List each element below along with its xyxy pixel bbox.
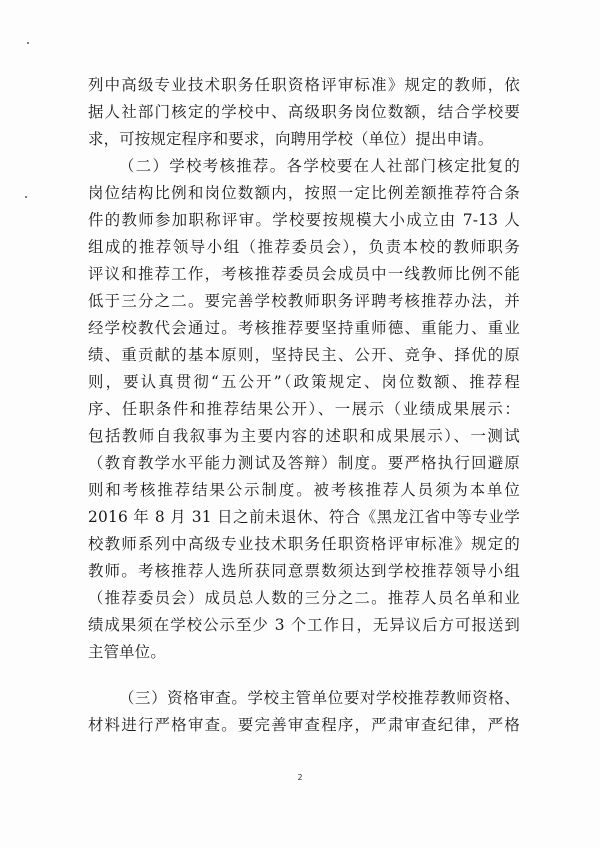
text-line: 则，要认真贯彻“五公开”（政策规定、岗位数额、推荐程 (88, 373, 520, 391)
text-line: 材料进行严格审查。要完善审查程序，严肃审查纪律，严格 (88, 716, 520, 734)
scan-speck (25, 196, 27, 198)
text-line: 序、任职条件和推荐结果公开）、一展示（业绩成果展示： (88, 400, 520, 418)
text-line: 评议和推荐工作，考核推荐委员会成员中一线教师比例不能 (88, 265, 520, 283)
text-line: 岗位结构比例和岗位数额内，按照一定比例差额推荐符合条 (88, 184, 520, 202)
paragraph-heading-line: （二）学校考核推荐。各学校要在人社部门核定批复的 (119, 157, 520, 175)
scan-speck (27, 42, 29, 44)
text-line: 件的教师参加职称评审。学校要按规模大小成立由 7-13 人 (88, 211, 520, 229)
text-line: 主管单位。 (88, 643, 166, 661)
text-line: 据人社部门核定的学校中、高级职务岗位数额，结合学校要 (88, 103, 520, 121)
text-line: 包括教师自我叙事为主要内容的述职和成果展示）、一测试 (88, 427, 520, 445)
text-line: 2016 年 8 月 31 日之前未退休、符合《黑龙江省中等专业学 (88, 508, 520, 526)
text-line: （推荐委员会）成员总人数的三分之二。推荐人员名单和业 (88, 589, 520, 607)
text-line: 则和考核推荐结果公示制度。被考核推荐人员须为本单位 (88, 481, 520, 499)
text-line: 绩、重贡献的基本原则，坚持民主、公开、竞争、择优的原 (88, 346, 520, 364)
text-line: 组成的推荐领导小组（推荐委员会），负责本校的教师职务 (88, 238, 520, 256)
text-line: 校教师系列中高级专业技术职务任职资格评审标准》规定的 (88, 535, 520, 553)
text-line: 绩成果须在学校公示至少 3 个工作日，无异议后方可报送到 (88, 616, 520, 634)
text-line: （教育教学水平能力测试及答辩）制度。要严格执行回避原 (88, 454, 520, 472)
text-line: 求，可按规定程序和要求，向聘用学校（单位）提出申请。 (88, 130, 494, 148)
text-line: 经学校教代会通过。考核推荐要坚持重师德、重能力、重业 (88, 319, 520, 337)
text-line: 教师。考核推荐人选所获同意票数须达到学校推荐领导小组 (88, 562, 520, 580)
page-number: 2 (297, 773, 303, 782)
text-line: 低于三分之二。要完善学校教师职务评聘考核推荐办法，并 (88, 292, 520, 310)
paragraph-heading-line: （三）资格审查。学校主管单位要对学校推荐教师资格、 (119, 689, 520, 707)
text-line: 列中高级专业技术职务任职资格评审标准》规定的教师，依 (88, 76, 520, 94)
